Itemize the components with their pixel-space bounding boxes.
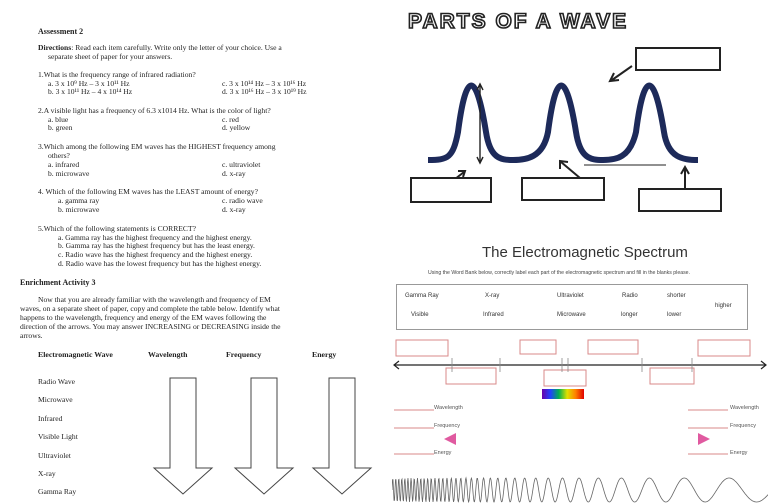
crest-label-box <box>636 48 720 70</box>
q5-option-c: c. Radio wave has the highest frequency and the highest energy. <box>58 250 253 259</box>
q4-option-d: d. x-ray <box>222 205 246 214</box>
q2-option-d: d. yellow <box>222 123 251 132</box>
wave-row-infrared: Infrared <box>38 414 63 423</box>
visible-spectrum-bar <box>542 389 584 399</box>
q4-option-a: a. gamma ray <box>58 196 100 205</box>
frequency-arrow <box>235 378 293 494</box>
wb-shorter: shorter <box>667 293 686 299</box>
label-wavelength-left: Wavelength <box>434 405 463 411</box>
spectrum-box-2 <box>520 340 556 354</box>
question-1: 1.What is the frequency range of infrared radiation? <box>38 70 196 79</box>
question-4: 4. Which of the following EM waves has the LEAST amount of energy? <box>38 187 258 196</box>
q5-option-a: a. Gamma ray has the highest frequency and the highest energy. <box>58 233 252 242</box>
parts-of-a-wave-panel <box>398 0 768 225</box>
label-frequency-right: Frequency <box>730 423 756 429</box>
question-2: 2.A visible light has a frequency of 6.3 x1014 Hz. What is the color of light? <box>38 106 271 115</box>
q4-option-c: c. radio wave <box>222 196 263 205</box>
table-header-wavelength: Wavelength <box>148 350 188 359</box>
wb-infrared: Infrared <box>483 312 504 318</box>
enrichment-p3: happens to the wavelength, frequency and energy of the EM waves following the <box>20 313 267 322</box>
wave-row-radio: Radio Wave <box>38 377 75 386</box>
q1-option-c: c. 3 x 10¹⁴ Hz – 3 x 10¹⁶ Hz <box>222 79 307 88</box>
spectrum-box-6 <box>650 368 694 384</box>
q2-option-b: b. green <box>48 123 73 132</box>
directions-line2: separate sheet of paper for your answers. <box>48 52 173 61</box>
word-bank <box>396 284 748 330</box>
label-energy-right: Energy <box>730 450 748 456</box>
wave-title: PARTS OF A WAVE <box>408 10 629 33</box>
wb-longer: longer <box>621 312 638 318</box>
em-spectrum-panel <box>392 230 768 503</box>
enrichment-p1: Now that you are already familiar with the wavelength and frequency of EM <box>38 295 271 304</box>
wb-gamma-ray: Gamma Ray <box>405 293 439 299</box>
q3-option-c: c. ultraviolet <box>222 160 261 169</box>
q5-option-d: d. Radio wave has the lowest frequency but has the highest energy. <box>58 259 262 268</box>
wave-row-ultraviolet: Ultraviolet <box>38 451 71 460</box>
q1-option-b: b. 3 x 10¹¹ Hz – 4 x 10¹⁴ Hz <box>48 87 133 96</box>
wb-ultraviolet: Ultraviolet <box>557 293 584 299</box>
wb-visible: Visible <box>411 312 429 318</box>
question-3: 3.Which among the following EM waves has the HIGHEST frequency among <box>38 142 276 151</box>
q1-option-a: a. 3 x 10⁹ Hz – 3 x 10¹¹ Hz <box>48 79 130 88</box>
wavelength-arrow <box>154 378 212 494</box>
wave-row-gamma: Gamma Ray <box>38 487 77 496</box>
q4-option-b: b. microwave <box>58 205 100 214</box>
question-5: 5.Which of the following statements is CORRECT? <box>38 224 196 233</box>
trough-label-box-2 <box>522 178 604 200</box>
spectrum-box-7 <box>544 370 586 386</box>
trough-label-box-3 <box>639 189 721 211</box>
q3-option-d: d. x-ray <box>222 169 246 178</box>
trough-label-box-1 <box>411 178 491 202</box>
wb-xray: X-ray <box>485 293 500 299</box>
label-energy-left: Energy <box>434 450 452 456</box>
waveform-strip <box>392 478 768 502</box>
q5-option-b: b. Gamma ray has the highest frequency but has the least energy. <box>58 241 255 250</box>
wb-higher: higher <box>715 303 732 309</box>
label-wavelength-right: Wavelength <box>730 405 759 411</box>
down-arrows <box>150 376 390 500</box>
spectrum-diagram <box>392 330 768 503</box>
q3-option-b: b. microwave <box>48 169 90 178</box>
wave-curve <box>428 86 698 161</box>
directions-line1: Directions: Read each item carefully. Write only the letter of your choice. Use a <box>38 43 282 52</box>
wb-microwave: Microwave <box>557 312 586 318</box>
wb-lower: lower <box>667 312 682 318</box>
enrichment-p2: waves, on a separate sheet of paper, copy and complete the table below. Identify what <box>20 304 281 313</box>
spectrum-box-1 <box>396 340 448 356</box>
table-header-frequency: Frequency <box>226 350 262 359</box>
wave-row-xray: X-ray <box>38 469 56 478</box>
wave-row-microwave: Microwave <box>38 395 73 404</box>
wb-radio: Radio <box>622 293 638 299</box>
q2-option-c: c. red <box>222 115 239 124</box>
spectrum-box-4 <box>698 340 750 356</box>
spectrum-box-3 <box>588 340 638 354</box>
enrichment-p5: arrows. <box>20 331 43 340</box>
spectrum-box-5 <box>446 368 496 384</box>
assessment-title: Assessment 2 <box>38 27 84 36</box>
table-header-wave: Electromagnetic Wave <box>38 350 113 359</box>
enrichment-title: Enrichment Activity 3 <box>20 278 96 287</box>
em-title: The Electromagnetic Spectrum <box>482 244 688 261</box>
q1-option-d: d. 3 x 10¹⁶ Hz – 3 x 10¹⁹ Hz <box>222 87 307 96</box>
question-3-cont: others? <box>48 151 70 160</box>
wave-row-visible: Visible Light <box>38 432 78 441</box>
energy-arrow <box>313 378 371 494</box>
q3-option-a: a. infrared <box>48 160 80 169</box>
q2-option-a: a. blue <box>48 115 69 124</box>
label-frequency-left: Frequency <box>434 423 460 429</box>
em-instructions: Using the Word Bank below, correctly label each part of the electromagnetic spectrum and fill in the blanks please. <box>428 270 691 276</box>
table-header-energy: Energy <box>312 350 337 359</box>
enrichment-p4: direction of the arrows. You may answer INCREASING or DECREASING inside the <box>20 322 281 331</box>
wave-diagram <box>398 40 768 225</box>
